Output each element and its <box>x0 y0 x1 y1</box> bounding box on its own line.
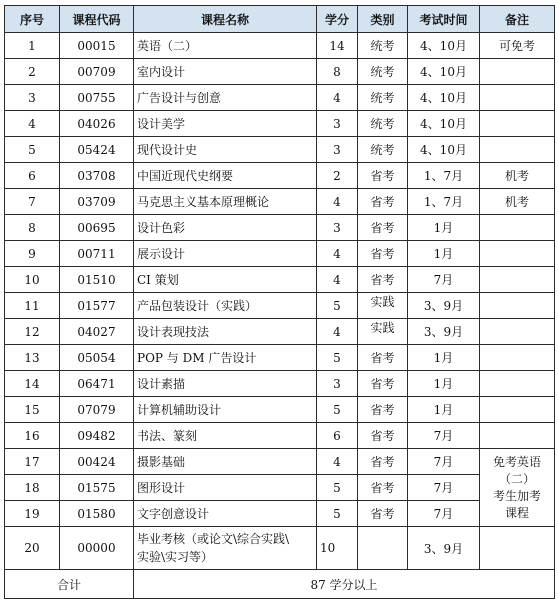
cell-name: 中国近现代史纲要 <box>134 163 317 189</box>
cell-no: 2 <box>5 59 60 85</box>
cell-code: 00424 <box>60 449 134 475</box>
table-row <box>5 449 555 475</box>
cell-time: 4、10月 <box>408 85 480 111</box>
cell-credits: 4 <box>317 85 358 111</box>
cell-no: 3 <box>5 85 60 111</box>
cell-time: 7月 <box>408 449 480 475</box>
total-value: 87 学分以上 <box>134 570 555 599</box>
cell-time: 4、10月 <box>408 59 480 85</box>
cell-no: 15 <box>5 397 60 423</box>
cell-no: 1 <box>5 33 60 59</box>
cell-code: 01577 <box>60 293 134 319</box>
cell-no: 12 <box>5 319 60 345</box>
cell-code: 01580 <box>60 501 134 527</box>
cell-name: 英语（二） <box>134 33 317 59</box>
cell-note: 可免考 <box>480 33 555 59</box>
cell-no: 10 <box>5 267 60 293</box>
table-row <box>5 241 555 267</box>
table-row <box>5 59 555 85</box>
cell-note: 机考 <box>480 163 555 189</box>
cell-code: 01510 <box>60 267 134 293</box>
cell-time: 1月 <box>408 345 480 371</box>
cell-credits: 5 <box>317 293 358 319</box>
cell-no: 9 <box>5 241 60 267</box>
course-table <box>4 5 555 599</box>
cell-code: 00709 <box>60 59 134 85</box>
cell-note <box>480 241 555 267</box>
cell-code: 06471 <box>60 371 134 397</box>
cell-credits: 6 <box>317 423 358 449</box>
cell-no: 4 <box>5 111 60 137</box>
cell-type: 实践 <box>358 319 408 345</box>
cell-credits: 3 <box>317 111 358 137</box>
table-row <box>5 527 555 570</box>
cell-no: 18 <box>5 475 60 501</box>
cell-no: 14 <box>5 371 60 397</box>
cell-note <box>480 345 555 371</box>
cell-type: 统考 <box>358 137 408 163</box>
cell-name: 现代设计史 <box>134 137 317 163</box>
table-row <box>5 475 555 501</box>
cell-no: 11 <box>5 293 60 319</box>
cell-name: 广告设计与创意 <box>134 85 317 111</box>
cell-credits: 14 <box>317 33 358 59</box>
note-line: 课程 <box>504 505 529 520</box>
cell-no: 7 <box>5 189 60 215</box>
table-row <box>5 85 555 111</box>
cell-name: 图形设计 <box>134 475 317 501</box>
total-label: 合计 <box>5 570 134 599</box>
cell-note <box>480 85 555 111</box>
cell-time: 4、10月 <box>408 111 480 137</box>
cell-no: 6 <box>5 163 60 189</box>
table-row <box>5 111 555 137</box>
cell-type: 统考 <box>358 59 408 85</box>
cell-note <box>480 137 555 163</box>
cell-note <box>480 267 555 293</box>
cell-type: 省考 <box>358 501 408 527</box>
table-row <box>5 371 555 397</box>
header-time: 考试时间 <box>408 6 480 33</box>
cell-time: 4、10月 <box>408 137 480 163</box>
cell-note <box>480 371 555 397</box>
cell-time: 1月 <box>408 215 480 241</box>
cell-note <box>480 423 555 449</box>
cell-code: 05424 <box>60 137 134 163</box>
cell-type: 省考 <box>358 241 408 267</box>
cell-note-merged <box>480 449 555 527</box>
cell-time: 3、9月 <box>408 527 480 570</box>
cell-type: 统考 <box>358 33 408 59</box>
table-row <box>5 137 555 163</box>
cell-credits: 4 <box>317 267 358 293</box>
cell-note <box>480 527 555 570</box>
cell-no: 20 <box>5 527 60 570</box>
cell-credits: 3 <box>317 215 358 241</box>
note-line: 考生加考 <box>492 488 541 503</box>
cell-credits: 10 <box>317 527 358 570</box>
cell-time: 7月 <box>408 423 480 449</box>
cell-no: 5 <box>5 137 60 163</box>
cell-name: 计算机辅助设计 <box>134 397 317 423</box>
cell-code: 05054 <box>60 345 134 371</box>
cell-name: 设计美学 <box>134 111 317 137</box>
cell-note <box>480 319 555 345</box>
cell-name <box>134 527 317 570</box>
header-no: 序号 <box>5 6 60 33</box>
table-row <box>5 501 555 527</box>
cell-name: 设计色彩 <box>134 215 317 241</box>
table-row <box>5 345 555 371</box>
cell-name: POP 与 DM 广告设计 <box>134 345 317 371</box>
cell-note <box>480 397 555 423</box>
cell-name: 产品包装设计（实践） <box>134 293 317 319</box>
cell-type: 省考 <box>358 371 408 397</box>
cell-note <box>480 111 555 137</box>
cell-note <box>480 215 555 241</box>
cell-type: 省考 <box>358 267 408 293</box>
cell-credits: 4 <box>317 241 358 267</box>
cell-code: 01575 <box>60 475 134 501</box>
header-code: 课程代码 <box>60 6 134 33</box>
table-row <box>5 293 555 319</box>
cell-code: 00000 <box>60 527 134 570</box>
cell-name: 设计素描 <box>134 371 317 397</box>
cell-name: 展示设计 <box>134 241 317 267</box>
cell-time: 1月 <box>408 397 480 423</box>
cell-name: CI 策划 <box>134 267 317 293</box>
cell-credits: 4 <box>317 319 358 345</box>
cell-no: 8 <box>5 215 60 241</box>
table-row <box>5 267 555 293</box>
cell-time: 3、9月 <box>408 319 480 345</box>
name-line: 毕业考核（或论文\综合实践\ <box>137 532 290 546</box>
table-row <box>5 423 555 449</box>
cell-credits: 5 <box>317 501 358 527</box>
cell-credits: 5 <box>317 345 358 371</box>
header-note: 备注 <box>480 6 555 33</box>
cell-code: 03708 <box>60 163 134 189</box>
table-row <box>5 163 555 189</box>
header-credits: 学分 <box>317 6 358 33</box>
cell-time: 4、10月 <box>408 33 480 59</box>
cell-type: 省考 <box>358 475 408 501</box>
cell-code: 03709 <box>60 189 134 215</box>
cell-credits: 2 <box>317 163 358 189</box>
cell-time: 3、9月 <box>408 293 480 319</box>
table-row <box>5 319 555 345</box>
cell-code: 04026 <box>60 111 134 137</box>
cell-credits: 3 <box>317 371 358 397</box>
cell-type <box>358 527 408 570</box>
cell-no: 19 <box>5 501 60 527</box>
cell-note: 机考 <box>480 189 555 215</box>
cell-time: 1、7月 <box>408 189 480 215</box>
cell-code: 04027 <box>60 319 134 345</box>
cell-type: 省考 <box>358 215 408 241</box>
table-row <box>5 33 555 59</box>
note-line: 免考英语 <box>492 454 541 469</box>
cell-type: 省考 <box>358 397 408 423</box>
total-row <box>5 570 555 599</box>
cell-time: 1、7月 <box>408 163 480 189</box>
cell-code: 00711 <box>60 241 134 267</box>
name-line: 实验\实习等） <box>137 550 214 564</box>
cell-code: 07079 <box>60 397 134 423</box>
table-row <box>5 215 555 241</box>
cell-credits: 5 <box>317 397 358 423</box>
cell-no: 17 <box>5 449 60 475</box>
cell-credits: 5 <box>317 475 358 501</box>
cell-type: 省考 <box>358 449 408 475</box>
cell-note <box>480 293 555 319</box>
cell-type: 省考 <box>358 423 408 449</box>
cell-no: 13 <box>5 345 60 371</box>
cell-name: 书法、篆刻 <box>134 423 317 449</box>
cell-type: 省考 <box>358 189 408 215</box>
header-row <box>5 6 555 33</box>
cell-type: 统考 <box>358 111 408 137</box>
cell-name: 设计表现技法 <box>134 319 317 345</box>
cell-code: 00695 <box>60 215 134 241</box>
cell-time: 7月 <box>408 267 480 293</box>
cell-credits: 3 <box>317 137 358 163</box>
cell-type: 统考 <box>358 85 408 111</box>
cell-code: 00015 <box>60 33 134 59</box>
cell-note <box>480 59 555 85</box>
cell-no: 16 <box>5 423 60 449</box>
cell-code: 09482 <box>60 423 134 449</box>
header-name: 课程名称 <box>134 6 317 33</box>
cell-credits: 4 <box>317 189 358 215</box>
cell-code: 00755 <box>60 85 134 111</box>
cell-time: 7月 <box>408 501 480 527</box>
cell-name: 室内设计 <box>134 59 317 85</box>
table-row <box>5 189 555 215</box>
note-line: （二） <box>498 471 535 486</box>
cell-credits: 8 <box>317 59 358 85</box>
cell-name: 马克思主义基本原理概论 <box>134 189 317 215</box>
cell-time: 1月 <box>408 371 480 397</box>
cell-name: 文字创意设计 <box>134 501 317 527</box>
cell-type: 省考 <box>358 345 408 371</box>
cell-time: 1月 <box>408 241 480 267</box>
cell-type: 实践 <box>358 293 408 319</box>
table-row <box>5 397 555 423</box>
header-type: 类别 <box>358 6 408 33</box>
cell-time: 7月 <box>408 475 480 501</box>
cell-credits: 4 <box>317 449 358 475</box>
cell-name: 摄影基础 <box>134 449 317 475</box>
cell-type: 省考 <box>358 163 408 189</box>
